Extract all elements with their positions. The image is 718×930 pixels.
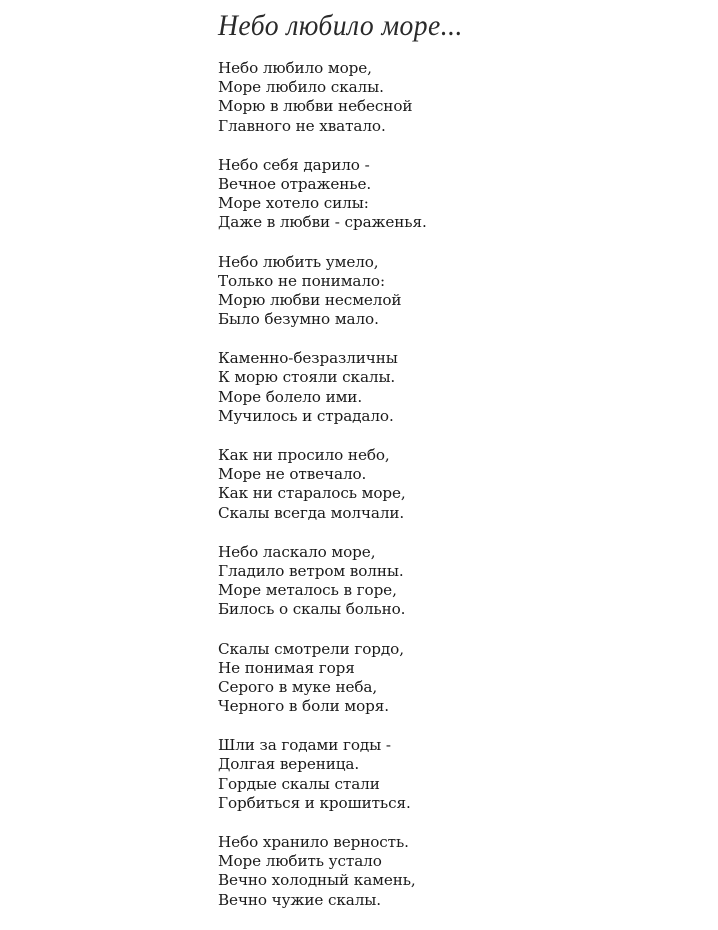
- stanza: [218, 736, 678, 813]
- poem-line: Небо любило море,: [218, 59, 372, 77]
- poem-line: Главного не хватало.: [218, 116, 386, 135]
- poem-line: Билось о скалы больно.: [218, 600, 406, 619]
- poem-line: Море любить устало: [218, 852, 382, 871]
- poem-line: К морю стояли скалы.: [218, 368, 396, 387]
- poem-line: Небо ласкало море,: [218, 542, 376, 561]
- poem-line: Скалы всегда молчали.: [218, 503, 405, 522]
- poem-line: Море металось в горе,: [218, 581, 397, 600]
- stanza: [218, 640, 678, 717]
- poem-line: Как ни старалось море,: [218, 484, 406, 503]
- poem-line: Вечное отраженье.: [218, 174, 372, 193]
- stanza: [218, 349, 678, 426]
- poem-line: Долгая вереница.: [218, 755, 360, 774]
- poem-line: Скалы смотрели гордо,: [218, 639, 404, 658]
- poem-line: Шли за годами годы -: [218, 736, 391, 755]
- poem-line: Гордые скалы стали: [218, 774, 380, 793]
- poem-line: Море болело ими.: [218, 387, 363, 406]
- poem-line: Морю любви несмелой: [218, 290, 402, 309]
- stanza: [218, 156, 678, 233]
- stanza: [218, 543, 678, 620]
- stanza: [218, 446, 678, 523]
- poem-line: Вечно холодный камень,: [218, 871, 416, 890]
- poem-line: Мучилось и страдало.: [218, 406, 394, 425]
- poem-line: Вечно чужие скалы.: [218, 890, 381, 909]
- poem-line: Гладило ветром волны.: [218, 561, 404, 580]
- poem-line: Черного в боли моря.: [218, 697, 389, 716]
- poem-line: Не понимая горя: [218, 658, 355, 677]
- poem-line: Серого в муке неба,: [218, 677, 378, 696]
- poem-line: Даже в любви - сраженья.: [218, 213, 427, 232]
- poem-line: Только не понимало:: [218, 271, 385, 290]
- poem-line: Морю в любви небесной: [218, 97, 413, 116]
- poem-line: Небо себя дарило -: [218, 155, 370, 174]
- stanza: [218, 253, 678, 330]
- stanza: [218, 59, 678, 136]
- poem-line: Горбиться и крошиться.: [218, 793, 411, 812]
- stanza: [218, 833, 678, 910]
- poem-line: Море любило скалы.: [218, 78, 384, 97]
- poem-title: Небо любило море...: [218, 9, 463, 42]
- poem-line: Было безумно мало.: [218, 310, 379, 329]
- poem-line: Небо любить умело,: [218, 252, 379, 271]
- poem-line: Небо хранило верность.: [218, 833, 409, 851]
- poem-body: [218, 59, 678, 930]
- poem-line: Море хотело силы:: [218, 194, 369, 213]
- poem-line: Море не отвечало.: [218, 465, 367, 484]
- poem-line: Каменно-безразличны: [218, 349, 398, 368]
- poem-line: Как ни просило небо,: [218, 446, 390, 464]
